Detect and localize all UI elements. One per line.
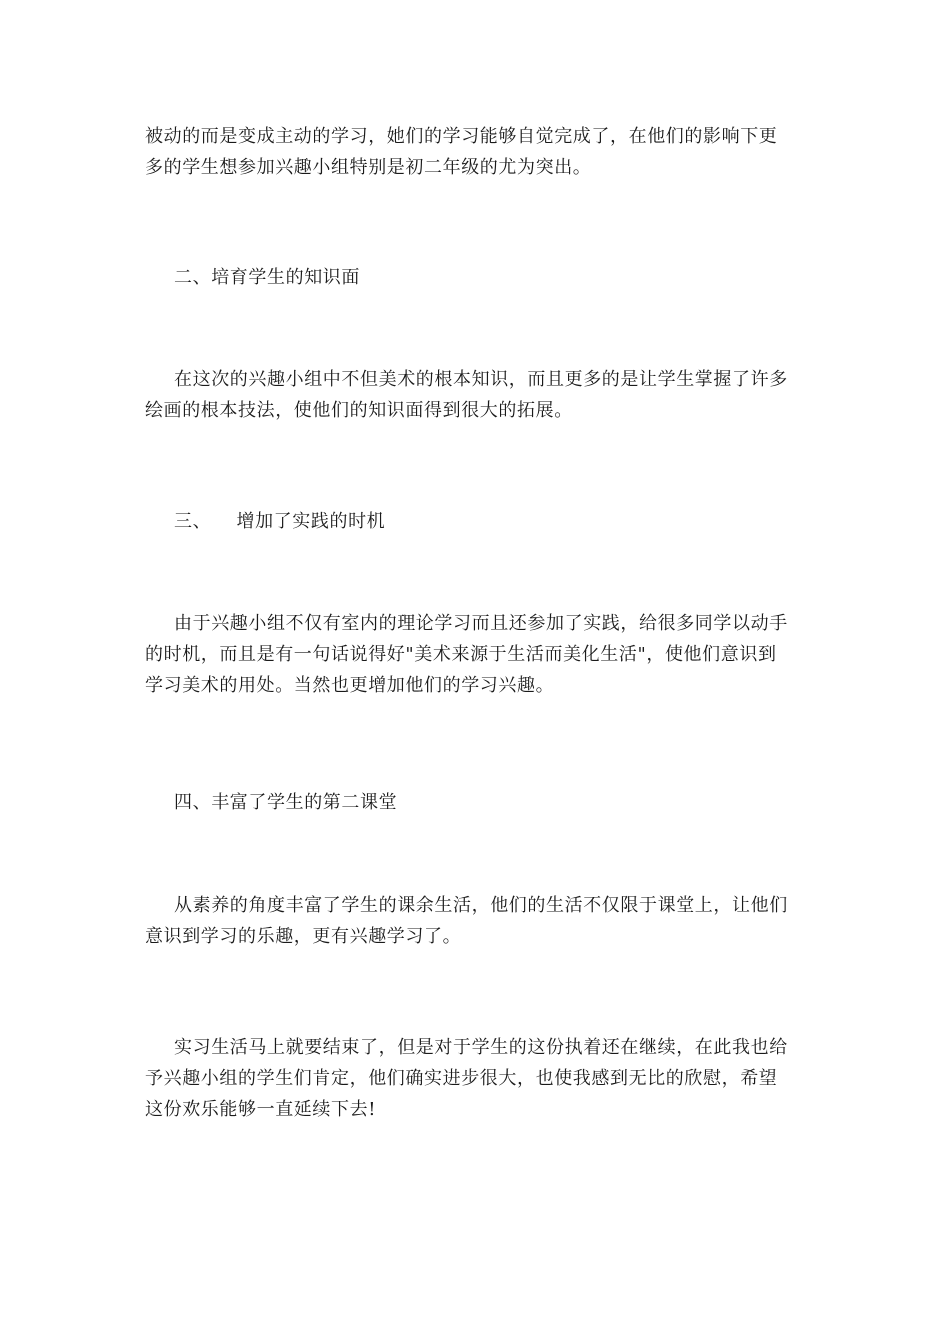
paragraph-line: 绘画的根本技法，使他们的知识面得到很大的拓展。	[145, 400, 573, 421]
paragraph-line: 由于兴趣小组不仅有室内的理论学习而且还参加了实践，给很多同学以动手	[174, 613, 788, 634]
section-heading-2: 二、培育学生的知识面	[174, 267, 360, 288]
paragraph-continuation	[145, 121, 815, 183]
paragraph-line: 从素养的角度丰富了学生的课余生活，他们的生活不仅限于课堂上，让他们	[174, 895, 788, 916]
paragraph-line: 多的学生想参加兴趣小组特别是初二年级的尤为突出。	[145, 157, 592, 178]
paragraph-line: 意识到学习的乐趣，更有兴趣学习了。	[145, 926, 462, 947]
paragraph-conclusion	[145, 1032, 815, 1125]
paragraph-line: 予兴趣小组的学生们肯定，他们确实进步很大，也使我感到无比的欣慰，希望	[145, 1068, 778, 1089]
paragraph-practice	[145, 608, 815, 701]
paragraph-line: 这份欢乐能够一直延续下去!	[145, 1099, 377, 1120]
paragraph-line: 学习美术的用处。当然也更增加他们的学习兴趣。	[145, 675, 555, 696]
section-heading-3: 三、 增加了实践的时机	[174, 511, 386, 532]
paragraph-line: 实习生活马上就要结束了，但是对于学生的这份执着还在继续，在此我也给	[174, 1037, 788, 1058]
section-heading-4: 四、丰富了学生的第二课堂	[174, 792, 398, 813]
paragraph-line: 的时机，而且是有一句话说得好"美术来源于生活而美化生活"，使他们意识到	[145, 644, 777, 665]
paragraph-line: 在这次的兴趣小组中不但美术的根本知识，而且更多的是让学生掌握了许多	[174, 369, 788, 390]
paragraph-second-classroom	[145, 890, 815, 952]
paragraph-knowledge	[145, 364, 815, 426]
paragraph-line: 被动的而是变成主动的学习，她们的学习能够自觉完成了，在他们的影响下更	[145, 126, 778, 147]
